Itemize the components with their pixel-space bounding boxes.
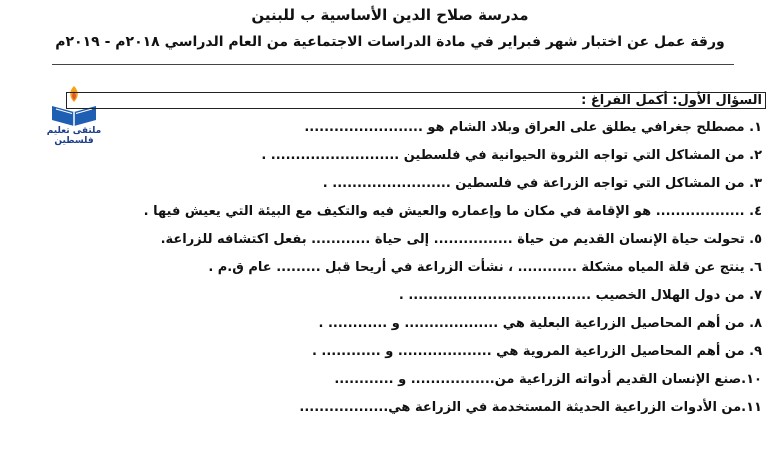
fill-in-item-3: ٣. من المشاكل التي تواجه الزراعة في فلسطين ........................ . xyxy=(322,176,762,191)
fill-in-item-5: ٥. تحولت حياة الإنسان القديم من حياة ................ إلى حياة ............ بفعل اكتشافه للزراعة. xyxy=(160,232,762,247)
fill-in-item-8: ٨. من أهم المحاصيل الزراعية البعلية هي ................... و ............ . xyxy=(318,316,762,331)
logo xyxy=(26,80,122,150)
school-name: مدرسة صلاح الدين الأساسية ب للبنين xyxy=(251,6,529,24)
fill-in-item-4: ٤. .................. هو الإقامة في مكان ما وإعماره والعيش فيه والتكيف مع البيئة التي يعيش فيها . xyxy=(143,204,762,219)
question-heading: السؤال الأول: أكمل الفراغ : xyxy=(581,93,762,108)
fill-in-item-11: ١١.من الأدوات الزراعية الحديثة المستخدمة في الزراعة هي.................. xyxy=(299,400,762,415)
logo-text: ملتقى تعليم فلسطين xyxy=(46,126,102,146)
worksheet-subtitle: ورقة عمل عن اختبار شهر فبراير في مادة الدراسات الاجتماعية من العام الدراسي ٢٠١٨م - ٢٠١٩م xyxy=(55,34,725,50)
fill-in-item-6: ٦. ينتج عن قلة المياه مشكلة ............ ، نشأت الزراعة في أريحا قبل ......... عام ق.م . xyxy=(208,260,762,275)
fill-in-item-2: ٢. من المشاكل التي تواجه الثروة الحيوانية في فلسطين .......................... . xyxy=(261,148,762,163)
header-divider xyxy=(52,64,734,65)
fill-in-item-10: ١٠.صنع الإنسان القديم أدواته الزراعية من................. و ............ xyxy=(334,372,762,387)
fill-in-item-9: ٩. من أهم المحاصيل الزراعية المروية هي ................... و ............ . xyxy=(311,344,762,359)
fill-in-item-1: ١. مصطلح جغرافي يطلق على العراق وبلاد الشام هو ........................ xyxy=(304,120,762,135)
fill-in-item-7: ٧. من دول الهلال الخصيب ..................................... . xyxy=(398,288,762,303)
